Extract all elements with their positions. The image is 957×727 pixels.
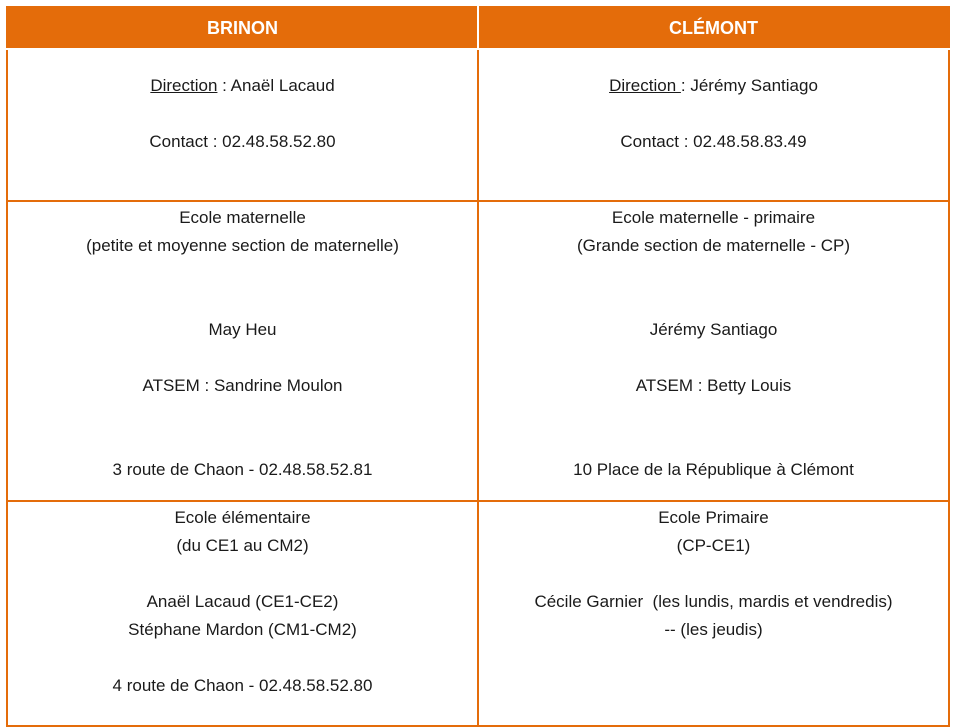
contact-line: Contact : 02.48.58.52.80 bbox=[149, 132, 336, 151]
header-clemont: CLÉMONT bbox=[478, 7, 949, 49]
direction-label: Direction bbox=[609, 76, 681, 95]
elementaire-cell-clemont bbox=[478, 501, 949, 726]
school-subtitle: (CP-CE1) bbox=[676, 536, 751, 555]
direction-name: Jérémy Santiago bbox=[690, 76, 818, 95]
schools-table bbox=[6, 6, 950, 727]
maternelle-cell-clemont bbox=[478, 201, 949, 501]
header-row bbox=[7, 7, 949, 49]
direction-separator: : bbox=[217, 76, 231, 95]
maternelle-cell-brinon bbox=[7, 201, 478, 501]
blank-line bbox=[8, 644, 477, 672]
teacher-name: -- (les jeudis) bbox=[664, 620, 763, 639]
blank-line bbox=[479, 344, 948, 372]
blank-line bbox=[479, 288, 948, 316]
blank-line bbox=[8, 400, 477, 428]
header-brinon: BRINON bbox=[7, 7, 478, 49]
blank-line bbox=[8, 288, 477, 316]
school-title: Ecole maternelle bbox=[179, 208, 306, 227]
school-title: Ecole élémentaire bbox=[174, 508, 311, 527]
school-subtitle: (petite et moyenne section de maternelle) bbox=[86, 236, 399, 255]
direction-label: Direction bbox=[150, 76, 218, 95]
school-title: Ecole maternelle - primaire bbox=[611, 208, 816, 227]
teacher-name: Jérémy Santiago bbox=[649, 320, 778, 339]
teacher-name: Cécile Garnier (les lundis, mardis et vendredis) bbox=[534, 592, 893, 611]
elementaire-cell-brinon bbox=[7, 501, 478, 726]
blank-line bbox=[479, 260, 948, 288]
blank-line bbox=[8, 428, 477, 456]
school-subtitle: (du CE1 au CM2) bbox=[176, 536, 309, 555]
blank-line bbox=[479, 400, 948, 428]
teacher-name: Stéphane Mardon (CM1-CM2) bbox=[128, 620, 357, 639]
blank-line bbox=[8, 260, 477, 288]
blank-line bbox=[8, 560, 477, 588]
teacher-name: May Heu bbox=[208, 320, 277, 339]
direction-line bbox=[479, 72, 948, 100]
direction-separator: : bbox=[680, 76, 691, 95]
address-line: 3 route de Chaon - 02.48.58.52.81 bbox=[112, 460, 373, 479]
teacher-name: Anaël Lacaud (CE1-CE2) bbox=[146, 592, 339, 611]
maternelle-row bbox=[7, 201, 949, 501]
blank-line bbox=[479, 644, 948, 672]
atsem-line: ATSEM : Sandrine Moulon bbox=[142, 376, 343, 395]
direction-row bbox=[7, 49, 949, 201]
direction-line bbox=[8, 72, 477, 100]
school-title: Ecole Primaire bbox=[658, 508, 769, 527]
blank-line bbox=[479, 560, 948, 588]
blank-line bbox=[8, 344, 477, 372]
blank-line bbox=[479, 428, 948, 456]
elementaire-row bbox=[7, 501, 949, 726]
address-line: 10 Place de la République à Clémont bbox=[573, 460, 854, 479]
direction-cell-brinon bbox=[7, 49, 478, 201]
contact-line: Contact : 02.48.58.83.49 bbox=[620, 132, 807, 151]
address-line: 4 route de Chaon - 02.48.58.52.80 bbox=[112, 676, 373, 695]
direction-cell-clemont bbox=[478, 49, 949, 201]
direction-name: Anaël Lacaud bbox=[230, 76, 335, 95]
blank-line bbox=[8, 100, 477, 128]
school-subtitle: (Grande section de maternelle - CP) bbox=[576, 236, 851, 255]
blank-line bbox=[479, 100, 948, 128]
address-line bbox=[479, 672, 948, 700]
atsem-line: ATSEM : Betty Louis bbox=[635, 376, 792, 395]
